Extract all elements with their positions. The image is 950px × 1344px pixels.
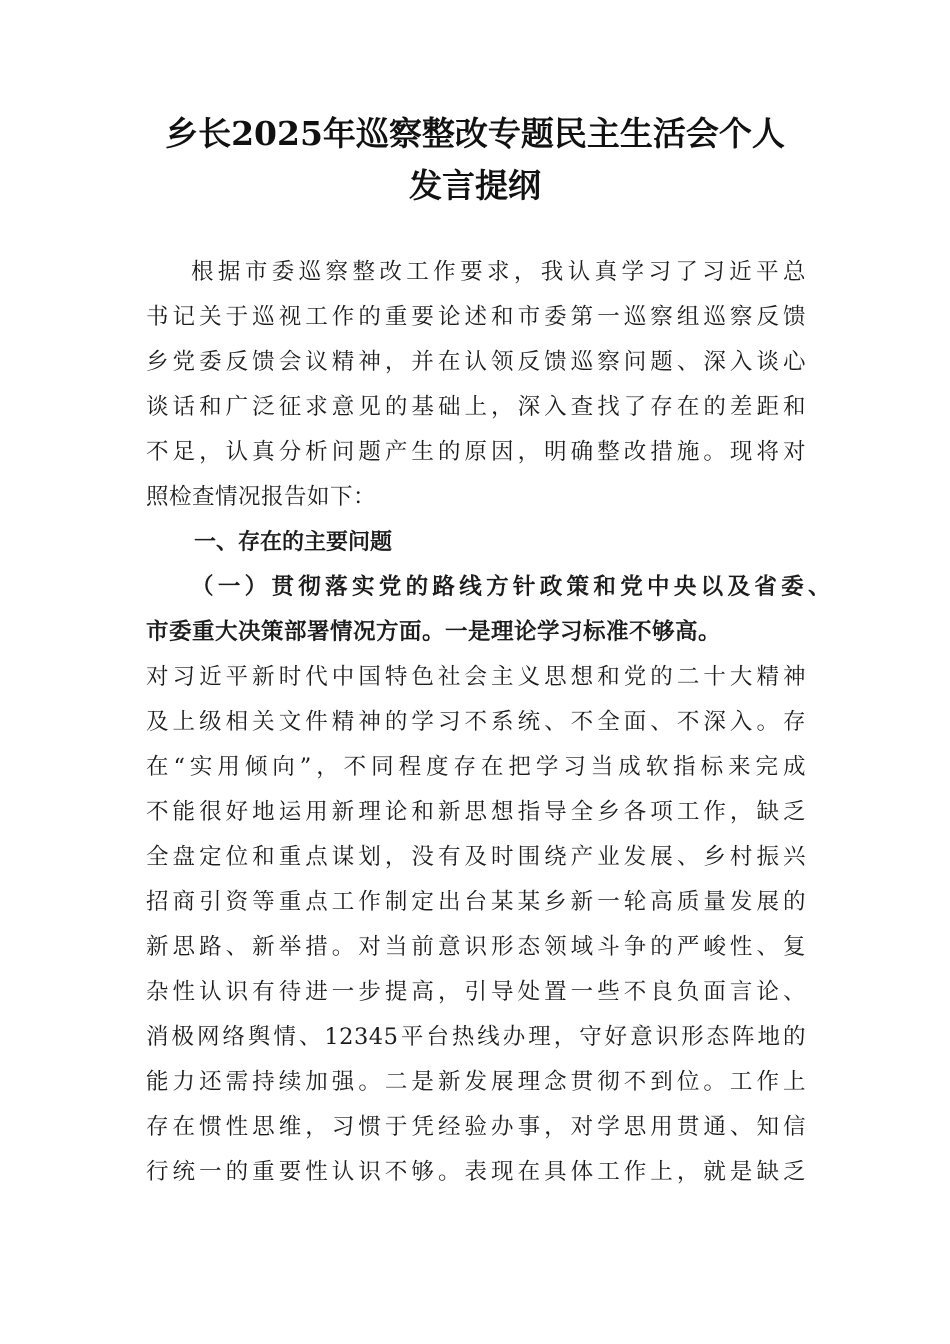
paragraph-line: 招商引资等重点工作制定出台某某乡新一轮高质量发展的 — [146, 889, 806, 915]
paragraph-line: 杂性认识有待进一步提高，引导处置一些不良负面言论、 — [146, 979, 806, 1005]
document-title — [120, 108, 830, 212]
paragraph-line: 在“实用倾向”，不同程度存在把学习当成软指标来完成 — [146, 754, 806, 780]
paragraph-line: 谈话和广泛征求意见的基础上，深入查找了存在的差距和 — [146, 394, 806, 420]
paragraph-line: 乡党委反馈会议精神，并在认领反馈巡察问题、深入谈心 — [146, 349, 806, 375]
paragraph-line: 新思路、新举措。对当前意识形态领域斗争的严峻性、复 — [146, 934, 806, 960]
paragraph-line: 不足，认真分析问题产生的原因，明确整改措施。现将对 — [146, 439, 806, 465]
document-body — [146, 250, 831, 1195]
paragraph-line: 书记关于巡视工作的重要论述和市委第一巡察组巡察反馈 — [146, 304, 806, 330]
paragraph-line: 根据市委巡察整改工作要求，我认真学习了习近平总 — [191, 259, 806, 285]
paragraph-line: 照检查情况报告如下： — [146, 484, 377, 510]
section-heading: 一、存在的主要问题 — [194, 530, 393, 555]
paragraph-line: 全盘定位和重点谋划，没有及时围绕产业发展、乡村振兴 — [146, 844, 806, 870]
paragraph-line: 行统一的重要性认识不够。表现在具体工作上，就是缺乏 — [146, 1159, 806, 1185]
paragraph-line: 能力还需持续加强。二是新发展理念贯彻不到位。工作上 — [146, 1069, 806, 1095]
title-line-2: 发言提纲 — [409, 166, 541, 205]
paragraph-line: 消极网络舆情、12345平台热线办理，守好意识形态阵地的 — [146, 1024, 806, 1050]
title-line-1: 乡长2025年巡察整改专题民主生活会个人 — [165, 114, 785, 153]
paragraph-line: 及上级相关文件精神的学习不系统、不全面、不深入。存 — [146, 709, 806, 735]
paragraph-line: 不能很好地运用新理论和新思想指导全乡各项工作，缺乏 — [146, 799, 806, 825]
paragraph-line: 对习近平新时代中国特色社会主义思想和党的二十大精神 — [146, 664, 806, 690]
paragraph-line: 存在惯性思维，习惯于凭经验办事，对学思用贯通、知信 — [146, 1114, 806, 1140]
subsection-heading-line: （一）贯彻落实党的路线方针政策和党中央以及省委、 — [191, 574, 831, 600]
subsection-heading-line: 市委重大决策部署情况方面。一是理论学习标准不够高。 — [146, 619, 722, 645]
